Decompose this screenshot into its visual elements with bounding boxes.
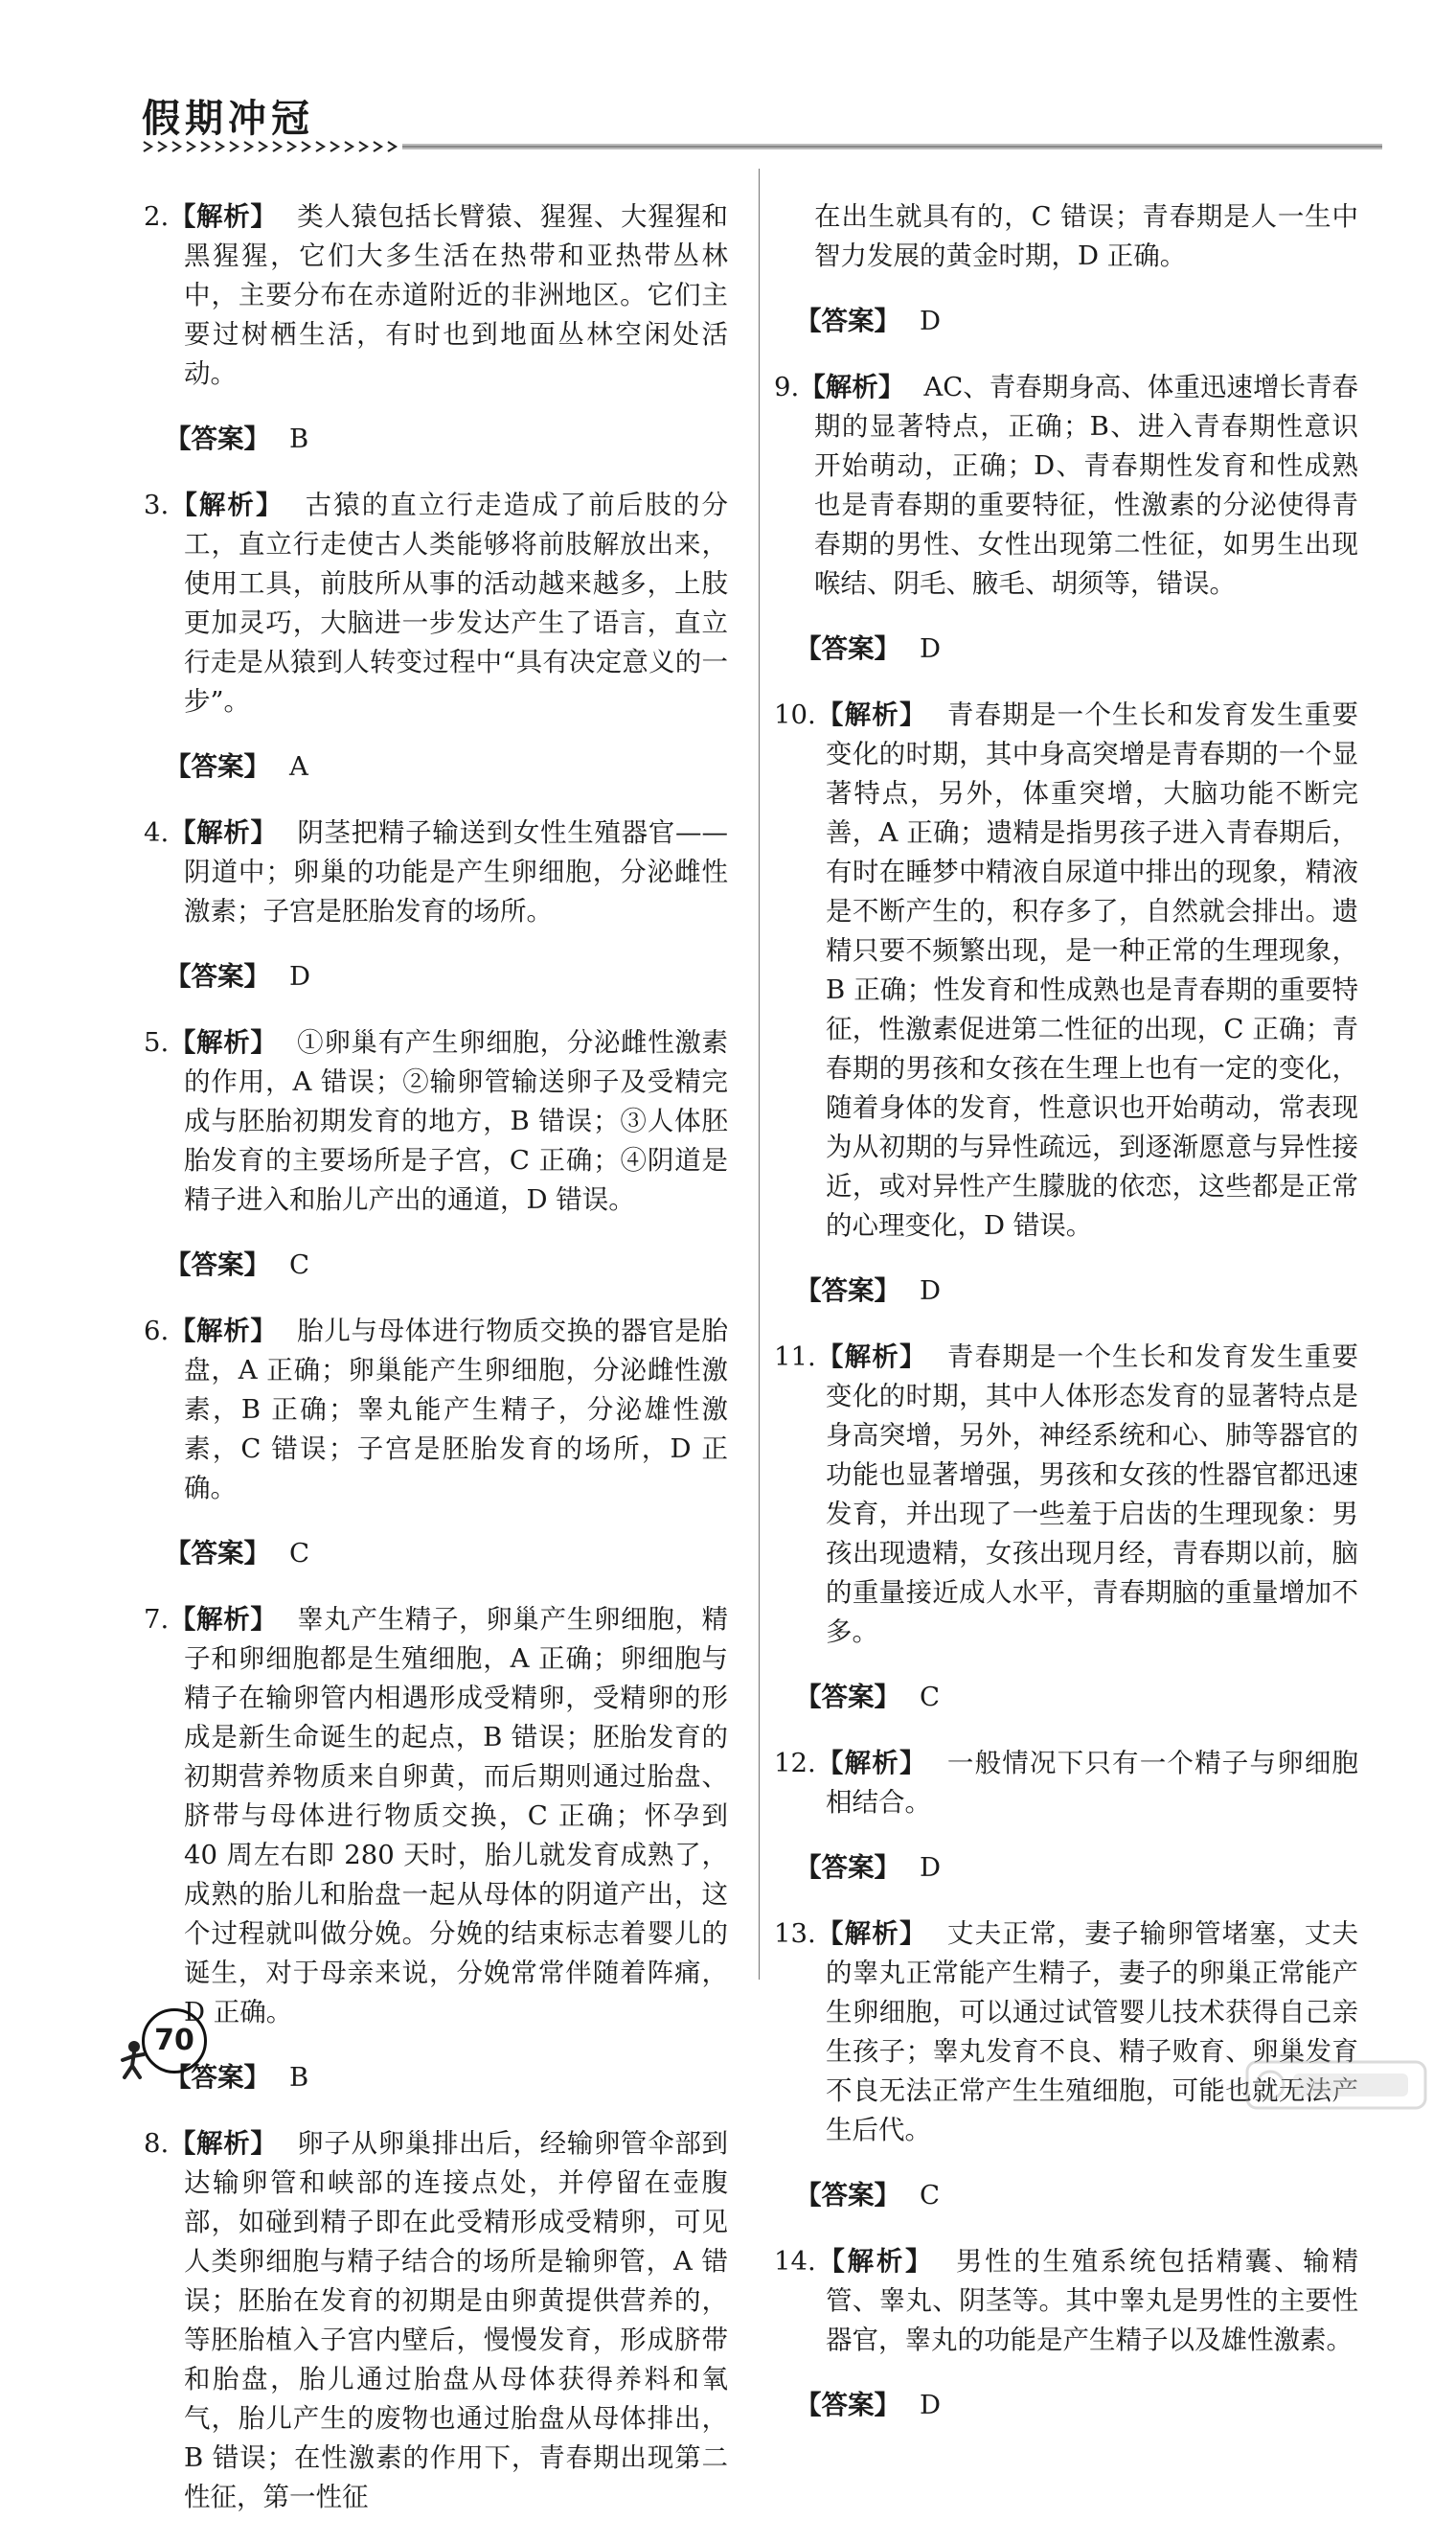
analysis-tag: 【解析】: [169, 200, 278, 232]
analysis-tag: 【解析】: [815, 2245, 935, 2277]
question-number: 13.: [774, 1917, 816, 1949]
answer-line: [774, 2386, 1358, 2425]
answer-tag: 【答案】: [795, 1275, 900, 1306]
answer-value: D: [920, 2390, 942, 2420]
analysis-text: 丈夫正常，妻子输卵管堵塞，丈夫的睾丸正常能产生精子，妻子的卵巢正常能产生卵细胞，可以通过试管婴儿技术获得自己亲生孩子；睾丸发育不良、精子败育、卵巢发育不良无法正常产生生殖细胞，可能也就无法产生后代。: [826, 1917, 1359, 2145]
question-entry: [144, 486, 728, 788]
answer-value: C: [289, 1538, 310, 1569]
answer-tag: 【答案】: [165, 1249, 270, 1280]
answer-value: C: [289, 1249, 310, 1280]
analysis-text: 胎儿与母体进行物质交换的器官是胎盘，A 正确；卵巢能产生卵细胞，分泌雌性激素，B 正确；睾丸能产生精子，分泌雄性激素，C 错误；子宫是胚胎发育的场所，D 正确。: [184, 1315, 729, 1503]
question-number: 4.: [144, 816, 170, 848]
question-entry: [774, 696, 1358, 1312]
analysis-text: 青春期是一个生长和发育发生重要变化的时期，其中身高突增是青春期的一个显著特点，另外，体重突增，大脑功能不断完善，A 正确；遗精是指男孩子进入青春期后，有时在睡梦中精液自尿道中排出的现象，精液是不断产生的，积存多了，自然就会排出。遗精只要不频繁出现，是一种正常的生理现象，B 正确；性发育和性成熟也是青春期的重要特征，性激素促进第二性征的出现，C 正确；青春期的男孩和女孩在生理上也有一定的变化，随着身体的发育，性意识也开始萌动，常表现为从初期的与异性疏远，到逐渐愿意与异性接近，或对异性产生朦胧的依恋，这些都是正常的心理变化，D 错误。: [826, 699, 1359, 1241]
analysis-text: 青春期是一个生长和发育发生重要变化的时期，其中人体形态发育的显著特点是身高突增，另外，神经系统和心、肺等器官的功能也显著增强，男孩和女孩的性器官都迅速发育，并出现了一些羞于启齿的生理现象：男孩出现遗精，女孩出现月经，青春期以前，脑的重量接近成人水平，青春期脑的重量增加不多。: [826, 1340, 1359, 1647]
answer-line: [774, 2176, 1358, 2215]
analysis-paragraph: [774, 368, 1358, 604]
answer-tag: 【答案】: [795, 2390, 900, 2420]
analysis-tag: 【解析】: [799, 371, 905, 402]
running-kid-icon: [113, 2039, 153, 2083]
question-number: 12.: [774, 1747, 816, 1778]
question-number: 10.: [774, 699, 816, 730]
analysis-text: 睾丸产生精子，卵巢产生卵细胞，精子和卵细胞都是生殖细胞，A 正确；卵细胞与精子在输卵管内相遇形成受精卵，受精卵的形成是新生命诞生的起点，B 错误；胚胎发育的初期营养物质来自卵黄，而后期则通过胎盘、脐带与母体进行物质交换，C 正确；怀孕到 40 周左右即 280 天时，胎儿就发育成熟了，成熟的胎儿和胎盘一起从母体的阴道产出，这个过程就叫做分娩。分娩的结束标志着婴儿的诞生，对于母亲来说，分娩常常伴随着阵痛，D 正确。: [184, 1603, 729, 2028]
question-entry: [144, 1023, 728, 1286]
answer-line: [144, 747, 728, 787]
answer-value: C: [920, 1682, 941, 1712]
left-column: [144, 171, 728, 2543]
question-number: 7.: [144, 1603, 170, 1635]
answer-line: [144, 957, 728, 997]
answer-value: A: [289, 751, 308, 782]
answer-line: [144, 2058, 728, 2097]
answer-tag: 【答案】: [165, 751, 270, 782]
analysis-paragraph: [144, 1312, 728, 1508]
analysis-tag: 【解析】: [169, 816, 278, 848]
question-entry: [144, 2124, 728, 2517]
analysis-tag: 【解析】: [815, 1340, 927, 1372]
answer-line: [774, 302, 1358, 341]
answer-value: D: [289, 961, 311, 992]
analysis-tag: 【解析】: [815, 1747, 927, 1778]
answer-tag: 【答案】: [795, 633, 900, 664]
answer-tag: 【答案】: [165, 424, 270, 454]
analysis-paragraph: [144, 1600, 728, 2032]
question-entry: [144, 1600, 728, 2098]
answer-tag: 【答案】: [165, 961, 270, 992]
question-entry: [774, 368, 1358, 670]
analysis-paragraph: [144, 2124, 728, 2517]
answer-value: C: [920, 2180, 941, 2211]
analysis-text: 一般情况下只有一个精子与卵细胞相结合。: [826, 1747, 1359, 1818]
answer-tag: 【答案】: [795, 306, 900, 336]
answer-tag: 【答案】: [795, 1682, 900, 1712]
answer-tag: 【答案】: [795, 1852, 900, 1883]
answer-line: [774, 630, 1358, 669]
question-number: 8.: [144, 2127, 170, 2159]
question-entry: [774, 1338, 1358, 1718]
question-entry: [774, 2242, 1358, 2426]
answer-value: B: [289, 2062, 309, 2093]
question-entry: [144, 197, 728, 460]
analysis-text: 男性的生殖系统包括精囊、输精管、睾丸、阴茎等。其中睾丸是男性的主要性器官，睾丸的功能是产生精子以及雄性激素。: [826, 2245, 1359, 2355]
analysis-paragraph: [774, 2242, 1358, 2360]
answer-line: [774, 1678, 1358, 1717]
answer-line: [774, 1848, 1358, 1888]
page-header: [142, 88, 314, 143]
analysis-paragraph: [774, 696, 1358, 1246]
analysis-paragraph: [144, 197, 728, 394]
analysis-paragraph: [144, 813, 728, 931]
analysis-text: 类人猿包括长臂猿、猩猩、大猩猩和黑猩猩，它们大多生活在热带和亚热带丛林中，主要分布在赤道附近的非洲地区。它们主要过树栖生活，有时也到地面丛林空闲处活动。: [184, 200, 729, 389]
column-divider: [759, 169, 760, 1980]
analysis-text: 古猿的直立行走造成了前后肢的分工，直立行走使古人类能够将前肢解放出来，使用工具，前肢所从事的活动越来越多，上肢更加灵巧，大脑进一步发达产生了语言，直立行走是从猿到人转变过程中“具有决定意义的一步”。: [184, 489, 728, 717]
header-arrow-rule: [142, 140, 1382, 153]
question-entry-continued: [774, 197, 1358, 342]
question-entry: [144, 1312, 728, 1574]
analysis-paragraph: [774, 197, 1358, 276]
analysis-tag: 【解析】: [169, 1315, 278, 1346]
answer-tag: 【答案】: [795, 2180, 900, 2211]
brand-title: 假期冲冠: [142, 97, 314, 141]
question-number: 3.: [144, 489, 170, 520]
question-number: 9.: [774, 371, 800, 402]
answer-value: D: [920, 1275, 942, 1306]
answer-line: [774, 1272, 1358, 1311]
answer-watermark-logo: [1245, 2060, 1427, 2110]
analysis-text: ①卵巢有产生卵细胞，分泌雌性激素的作用，A 错误；②输卵管输送卵子及受精完成与胚胎初期发育的地方，B 错误；③人体胚胎发育的主要场所是子宫，C 正确；④阴道是精子进入和胎儿产出的通道，D 错误。: [184, 1026, 729, 1215]
answer-line: [144, 1534, 728, 1573]
question-number: 11.: [774, 1340, 816, 1372]
answer-value: B: [289, 424, 309, 454]
analysis-paragraph: [774, 1338, 1358, 1652]
analysis-text: 阴茎把精子输送到女性生殖器官——阴道中；卵巢的功能是产生卵细胞，分泌雌性激素；子宫是胚胎发育的场所。: [184, 816, 728, 927]
question-entry: [144, 813, 728, 997]
analysis-text: AC、青春期身高、体重迅速增长青春期的显著特点，正确；B、进入青春期性意识开始萌动，正确；D、青春期性发育和性成熟也是青春期的重要特征，性激素的分泌使得青春期的男性、女性出现第二性征，如男生出现喉结、阴毛、腋毛、胡须等，错误。: [814, 371, 1359, 599]
question-number: 2.: [144, 200, 170, 232]
answer-tag: 【答案】: [165, 1538, 270, 1569]
analysis-paragraph: [774, 1914, 1358, 2150]
analysis-paragraph: [144, 1023, 728, 1220]
answer-value: D: [920, 633, 942, 664]
analysis-text: 在出生就具有的，C 错误；青春期是人一生中智力发展的黄金时期，D 正确。: [814, 200, 1358, 271]
answer-line: [144, 420, 728, 459]
question-number: 6.: [144, 1315, 170, 1346]
analysis-tag: 【解析】: [169, 1603, 278, 1635]
question-number: 5.: [144, 1026, 170, 1058]
analysis-tag: 【解析】: [169, 2127, 278, 2159]
answer-value: D: [920, 1852, 942, 1883]
analysis-text: 卵子从卵巢排出后，经输卵管伞部到达输卵管和峡部的连接点处，并停留在壶腹部，如碰到精子即在此受精形成受精卵，可见人类卵细胞与精子结合的场所是输卵管，A 错误；胚胎在发育的初期是由卵黄提供营养的，等胚胎植入子宫内壁后，慢慢发育，形成脐带和胎盘，胎儿通过胎盘从母体获得养料和氧气，胎儿产生的废物也通过胎盘从母体排出，B 错误；在性激素的作用下，青春期出现第二性征，第一性征: [184, 2127, 729, 2512]
page-number-badge: 70: [142, 2008, 207, 2073]
answer-line: [144, 1246, 728, 1285]
answer-value: D: [920, 306, 942, 336]
analysis-tag: 【解析】: [815, 699, 927, 730]
question-number: 14.: [774, 2245, 816, 2277]
answer-tag: 【答案】: [165, 2062, 270, 2093]
analysis-tag: 【解析】: [169, 1026, 278, 1058]
analysis-tag: 【解析】: [169, 489, 284, 520]
analysis-paragraph: [774, 1744, 1358, 1822]
analysis-paragraph: [144, 486, 728, 722]
analysis-tag: 【解析】: [815, 1917, 927, 1949]
question-entry: [774, 1744, 1358, 1889]
